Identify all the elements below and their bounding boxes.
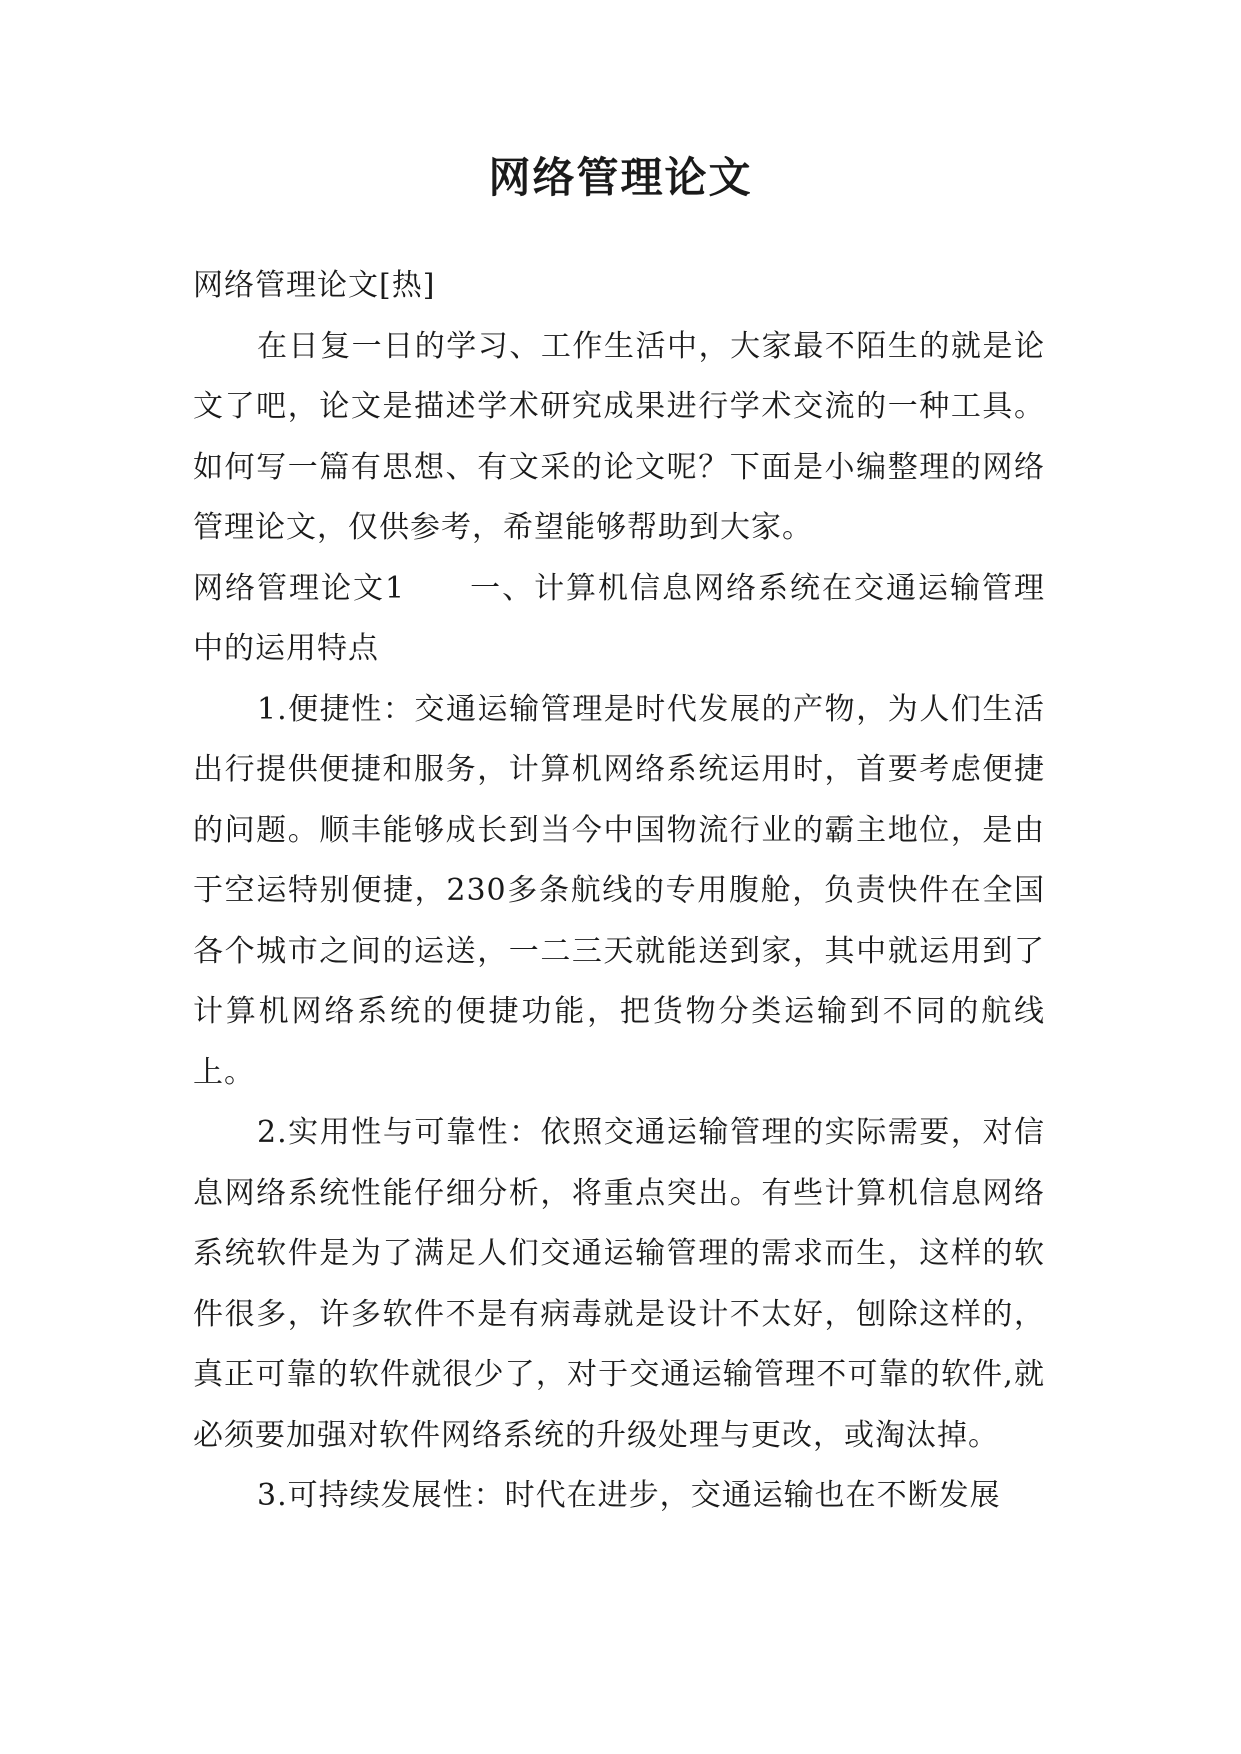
intro-paragraph: 在日复一日的学习、工作生活中，大家最不陌生的就是论文了吧，论文是描述学术研究成果进行学术交流的一种工具。如何写一篇有思想、有文采的论文呢？下面是小编整理的网络管理论文，仅供参考，希望能够帮助到大家。: [193, 328, 1045, 545]
document-title: 网络管理论文: [488, 153, 753, 202]
document-body: [193, 256, 1045, 1527]
document-subtitle: 网络管理论文[热]: [193, 268, 436, 303]
section-label: 网络管理论文1: [193, 570, 406, 606]
section-heading-line: [193, 559, 1045, 680]
body-paragraph-3: 3.可持续发展性：时代在进步，交通运输也在不断发展: [257, 1478, 1001, 1513]
section-heading: 一、计算机信息网络系统在交通运输管理中的运用特点: [193, 570, 1046, 666]
body-paragraph-2: 2.实用性与可靠性：依照交通运输管理的实际需要，对信息网络系统性能仔细分析，将重点突出。有些计算机信息网络系统软件是为了满足人们交通运输管理的需求而生，这样的软件很多，许多软件不是有病毒就是设计不太好，刨除这样的，真正可靠的软件就很少了，对于交通运输管理不可靠的软件,就必须要加强对软件网络系统的升级处理与更改，或淘汰掉。: [193, 1115, 1045, 1453]
body-paragraph-1: 1.便捷性：交通运输管理是时代发展的产物，为人们生活出行提供便捷和服务，计算机网络系统运用时，首要考虑便捷的问题。顺丰能够成长到当今中国物流行业的霸主地位，是由于空运特别便捷，230多条航线的专用腹舱，负责快件在全国各个城市之间的运送，一二三天就能送到家，其中就运用到了计算机网络系统的便捷功能，把货物分类运输到不同的航线上。: [193, 691, 1045, 1090]
